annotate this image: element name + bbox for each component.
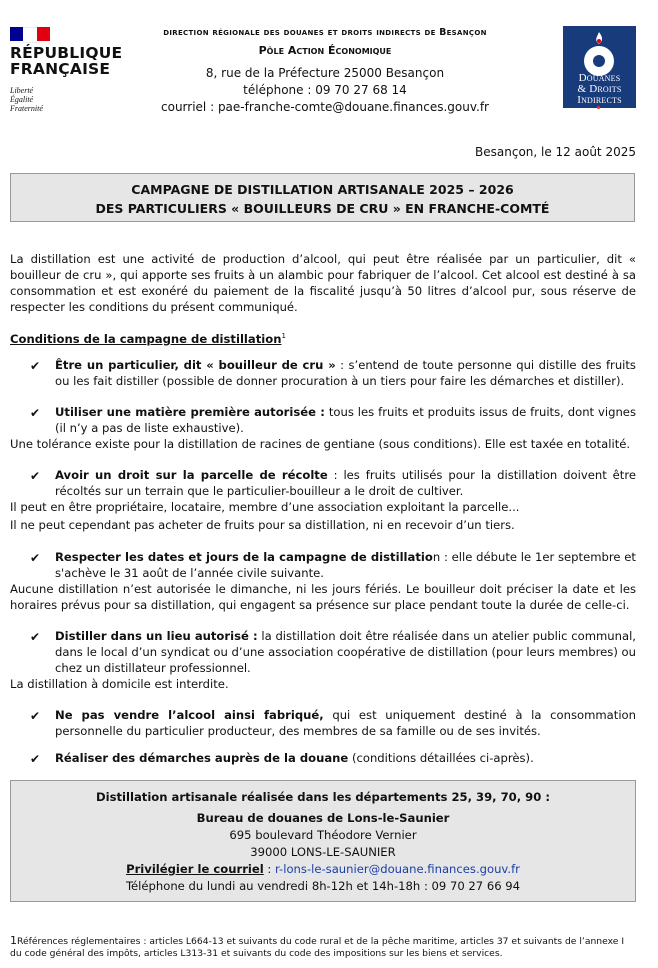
check-icon: ✔ [30, 469, 41, 483]
republique-francaise-logo [10, 45, 122, 77]
check-icon: ✔ [30, 406, 41, 420]
courriel-sep: : [263, 862, 276, 876]
check-icon: ✔ [30, 551, 41, 565]
douanes-logo [563, 26, 636, 108]
condition-text: : les fruits utilisés pour la distillation doivent être récoltés sur un terrain que le particulier-bouilleur a le droit de cultiver. [55, 468, 636, 498]
condition-bold: Réaliser des démarches auprès de la douane [55, 751, 349, 765]
footnote-number: 1 [10, 934, 17, 947]
bureau-phone: Téléphone du lundi au vendredi 8h-12h et 14h-18h : 09 70 27 66 94 [125, 879, 521, 893]
direction-name: direction régionale des douanes et droits indirects de Besançon [163, 27, 487, 38]
title-box [10, 173, 635, 222]
email-address[interactable]: courriel : pae-franche-comte@douane.finances.gouv.fr [161, 100, 489, 114]
footnote-ref[interactable]: 1 [281, 332, 286, 340]
bureau-street: 695 boulevard Théodore Vernier [229, 828, 417, 842]
logo-line-1: Douanes [578, 72, 621, 84]
french-flag-icon [10, 27, 50, 41]
note-proprietaire: Il peut en être propriétaire, locataire, membre d’une association exploitant la parcelle... [10, 500, 520, 514]
check-icon: ✔ [30, 630, 41, 644]
conditions-heading [10, 328, 636, 347]
footnote-text: Références réglementaires : articles L664-13 et suivants du code rural et de la pêche maritime, articles 37 et suivants de l’annexe I du code général des impôts, articles L313-31 et suivants du code des impositions sur les biens et services. [10, 936, 625, 959]
courriel-link[interactable]: r-lons-le-saunier@douane.finances.gouv.fr [275, 862, 520, 876]
condition-item [55, 707, 636, 739]
condition-item [55, 357, 636, 389]
condition-text: tous les fruits et produits issus de fruits, dont vignes (il n’y a pas de liste exhaustive). [55, 405, 636, 435]
condition-item [55, 750, 636, 766]
condition-bold: Avoir un droit sur la parcelle de récolte [55, 468, 328, 482]
title-line-2: DES PARTICULIERS « BOUILLEURS DE CRU » EN FRANCHE-COMTÉ [95, 201, 550, 216]
courriel-line [11, 861, 635, 878]
contact-box [10, 780, 636, 902]
condition-item [55, 628, 636, 676]
phone-number: téléphone : 09 70 27 68 14 [243, 83, 407, 97]
conditions-heading-text: Conditions de la campagne de distillation [10, 331, 282, 346]
logo-line-3: Indirects [577, 94, 622, 106]
francaise-line: FRANÇAISE [10, 60, 111, 78]
note-achat: Il ne peut cependant pas acheter de fruits pour sa distillation, ni en recevoir d’un tiers. [10, 518, 515, 532]
motto-egalite: Égalité [10, 95, 34, 104]
intro-paragraph: La distillation est une activité de production d’alcool, qui peut être réalisée par un particulier, dit « bouilleur de cru », qui apporte ses fruits à un alambic pour fabriquer de l’alcool. Cet alcool est destiné à sa consommation et est exonéré du paiement de la fiscalité jusqu’à 50 litres d’alcool pur, sous réserve de respecter les conditions du présent communiqué. [10, 252, 636, 314]
condition-bold: Distiller dans un lieu autorisé : [55, 629, 258, 643]
courriel-label: Privilégier le courriel [126, 862, 264, 876]
flame-icon [592, 32, 606, 46]
check-icon: ✔ [30, 752, 41, 766]
condition-text: qui est uniquement destiné à la consommation personnelle du particulier producteur, des membres de sa famille ou de ses invités. [55, 708, 636, 738]
condition-bold: Utiliser une matière première autorisée : [55, 405, 325, 419]
check-icon: ✔ [30, 709, 41, 723]
footnote [10, 935, 636, 960]
document-date: Besançon, le 12 août 2025 [475, 145, 636, 159]
condition-item [55, 404, 636, 436]
condition-bold: Être un particulier, dit « bouilleur de cru » [55, 358, 336, 372]
bureau-city: 39000 LONS-LE-SAUNIER [250, 845, 396, 859]
logo-red-dot [597, 106, 600, 109]
republique-line: RÉPUBLIQUE [10, 44, 123, 62]
header-address-block [130, 27, 520, 116]
condition-text: : s’entend de toute personne qui distille des fruits ou les fait distiller (possible de donner procuration à un tiers pour faire les démarches et distiller). [55, 358, 636, 388]
condition-text: (conditions détaillées ci-après). [348, 751, 534, 765]
condition-text: la distillation doit être réalisée dans un atelier public communal, dans le local d’un syndicat ou d’une association coopérative de distillation (pour leurs membres) ou chez un distillateur professionnel. [55, 629, 636, 675]
check-icon: ✔ [30, 359, 41, 373]
pole-name: Pôle Action Économique [258, 44, 392, 57]
condition-item [55, 549, 636, 581]
condition-item [55, 467, 636, 499]
motto [10, 86, 43, 113]
postal-address: 8, rue de la Préfecture 25000 Besançon [205, 66, 445, 80]
motto-fraternite: Fraternité [10, 104, 43, 113]
condition-bold: Respecter les dates et jours de la campagne de distillatio [55, 550, 433, 564]
note-gentiane: Une tolérance existe pour la distillation de racines de gentiane (sous conditions). Elle est taxée en totalité. [10, 437, 631, 451]
motto-liberte: Liberté [10, 86, 34, 95]
logo-line-2: & Droits [577, 83, 622, 95]
condition-bold: Ne pas vendre l’alcool ainsi fabriqué, [55, 708, 324, 722]
bureau-name: Bureau de douanes de Lons-le-Saunier [196, 811, 450, 825]
contact-heading: Distillation artisanale réalisée dans les départements 25, 39, 70, 90 : [95, 790, 550, 804]
note-dimanche: Aucune distillation n’est autorisée le dimanche, ni les jours fériés. Le bouilleur doit préciser la date et les horaires prévus pour sa distillation, qui engagent sa présence sur place pendant toute la durée de celle-ci. [10, 582, 636, 612]
note-domicile: La distillation à domicile est interdite. [10, 677, 229, 691]
title-line-1: CAMPAGNE DE DISTILLATION ARTISANALE 2025 – 2026 [131, 182, 514, 197]
condition-text: n : elle débute le 1er septembre et s'achève le 31 août de l’année civile suivante. [55, 550, 636, 580]
